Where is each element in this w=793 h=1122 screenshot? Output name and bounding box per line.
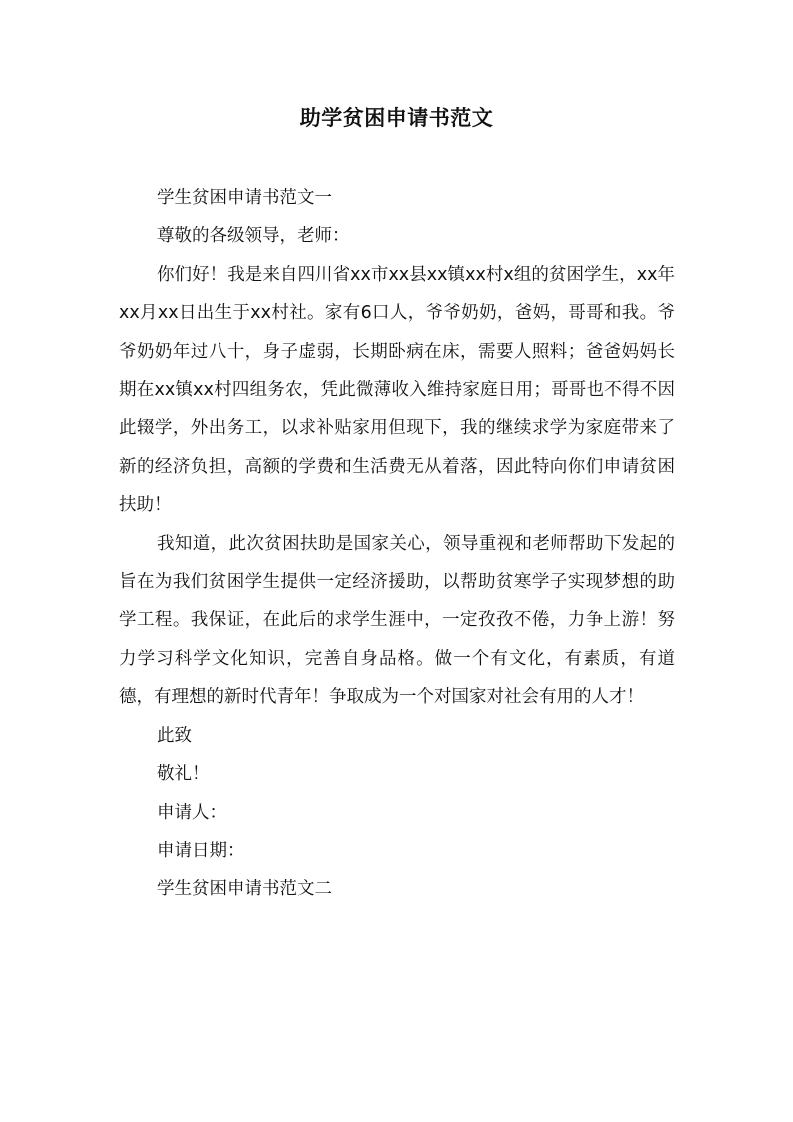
body-paragraph-2: 我知道，此次贫困扶助是国家关心，领导重视和老师帮助下发起的旨在为我们贫困学生提供一定经济援助，以帮助贫寒学子实现梦想的助学工程。我保证，在此后的求学生涯中，一定孜孜不倦，力争上游！努力学习科学文化知识，完善自身品格。做一个有文化，有素质，有道德，有理想的新时代青年！争取成为一个对国家对社会有用的人才！ — [119, 533, 675, 708]
applicant-label: 申请人： — [157, 802, 227, 823]
document-body — [119, 179, 675, 909]
body-paragraph-1: 你们好！我是来自四川省xx市xx县xx镇xx村x组的贫困学生，xx年xx月xx日出生于xx村社。家有6口人，爷爷奶奶，爸妈，哥哥和我。爷爷奶奶年过八十，身子虚弱，长期卧病在床，需要人照料；爸爸妈妈长期在xx镇xx村四组务农，凭此微薄收入维持家庭日用；哥哥也不得不因此辍学，外出务工，以求补贴家用但现下，我的继续求学为家庭带来了新的经济负担，高额的学费和生活费无从着落，因此特向你们申请贫困扶助！ — [119, 264, 675, 516]
closing-greeting: 此致 — [157, 725, 192, 746]
document-title: 助学贫困申请书范文 — [299, 106, 494, 130]
section-heading-2: 学生贫困申请书范文二 — [157, 879, 332, 900]
closing-respect: 敬礼！ — [157, 764, 210, 785]
salutation: 尊敬的各级领导，老师： — [157, 226, 350, 247]
section-heading-1: 学生贫困申请书范文一 — [157, 188, 332, 208]
application-date-label: 申请日期： — [157, 840, 245, 861]
